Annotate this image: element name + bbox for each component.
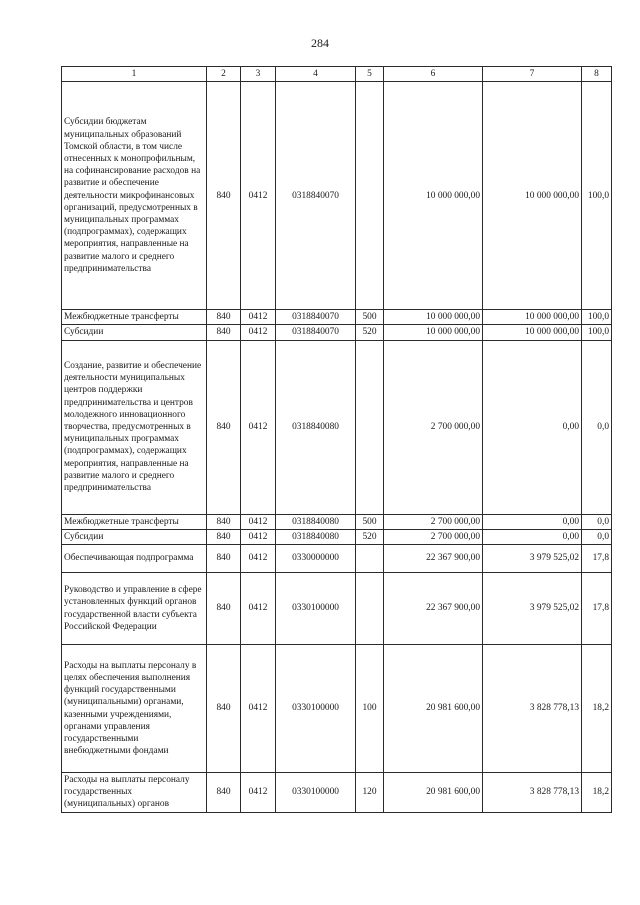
cell-expense-type: 120 <box>356 773 384 813</box>
budget-table <box>61 66 612 813</box>
table-row <box>62 545 612 573</box>
cell-admin-code: 840 <box>207 573 241 645</box>
table-row <box>62 645 612 773</box>
cell-percent: 17,8 <box>582 573 612 645</box>
cell-percent: 18,2 <box>582 773 612 813</box>
page-number: 284 <box>311 36 329 50</box>
cell-target-article: 0330100000 <box>276 645 356 773</box>
cell-executed: 3 979 525,02 <box>483 573 582 645</box>
column-header: 2 <box>207 67 241 82</box>
cell-section-code: 0412 <box>241 773 276 813</box>
row-name: Расходы на выплаты персоналу государственных (муниципальных) органов <box>62 773 207 813</box>
cell-percent: 0,0 <box>582 340 612 514</box>
cell-planned: 20 981 600,00 <box>384 645 483 773</box>
table-row <box>62 310 612 325</box>
row-name: Субсидии <box>62 325 207 340</box>
cell-admin-code: 840 <box>207 325 241 340</box>
cell-admin-code: 840 <box>207 82 241 310</box>
cell-executed: 0,00 <box>483 529 582 544</box>
cell-expense-type: 100 <box>356 645 384 773</box>
cell-executed: 3 828 778,13 <box>483 773 582 813</box>
cell-target-article: 0318840080 <box>276 529 356 544</box>
cell-executed: 10 000 000,00 <box>483 82 582 310</box>
cell-admin-code: 840 <box>207 529 241 544</box>
cell-section-code: 0412 <box>241 325 276 340</box>
cell-expense-type: 520 <box>356 325 384 340</box>
cell-expense-type <box>356 340 384 514</box>
column-header: 1 <box>62 67 207 82</box>
cell-planned: 2 700 000,00 <box>384 529 483 544</box>
cell-target-article: 0318840070 <box>276 310 356 325</box>
cell-expense-type <box>356 82 384 310</box>
cell-planned: 2 700 000,00 <box>384 340 483 514</box>
cell-percent: 0,0 <box>582 514 612 529</box>
cell-target-article: 0318840080 <box>276 514 356 529</box>
cell-target-article: 0330000000 <box>276 545 356 573</box>
cell-expense-type <box>356 545 384 573</box>
cell-section-code: 0412 <box>241 529 276 544</box>
table-row <box>62 573 612 645</box>
cell-target-article: 0318840080 <box>276 340 356 514</box>
cell-admin-code: 840 <box>207 514 241 529</box>
column-header: 6 <box>384 67 483 82</box>
row-name: Межбюджетные трансферты <box>62 310 207 325</box>
cell-section-code: 0412 <box>241 645 276 773</box>
cell-percent: 17,8 <box>582 545 612 573</box>
cell-section-code: 0412 <box>241 310 276 325</box>
cell-planned: 10 000 000,00 <box>384 325 483 340</box>
cell-planned: 22 367 900,00 <box>384 545 483 573</box>
cell-target-article: 0330100000 <box>276 573 356 645</box>
cell-planned: 10 000 000,00 <box>384 82 483 310</box>
column-header: 8 <box>582 67 612 82</box>
cell-executed: 10 000 000,00 <box>483 310 582 325</box>
cell-executed: 0,00 <box>483 514 582 529</box>
cell-planned: 22 367 900,00 <box>384 573 483 645</box>
cell-executed: 3 979 525,02 <box>483 545 582 573</box>
row-name: Расходы на выплаты персоналу в целях обеспечения выполнения функций государственными (муниципальными) органами, казенными учреждениями, органами управления государственными внебюджетными фондами <box>62 645 207 773</box>
cell-section-code: 0412 <box>241 545 276 573</box>
column-header: 3 <box>241 67 276 82</box>
cell-admin-code: 840 <box>207 340 241 514</box>
cell-expense-type: 500 <box>356 514 384 529</box>
table-row <box>62 325 612 340</box>
cell-percent: 100,0 <box>582 325 612 340</box>
table-row <box>62 773 612 813</box>
cell-executed: 3 828 778,13 <box>483 645 582 773</box>
row-name: Обеспечивающая подпрограмма <box>62 545 207 573</box>
cell-admin-code: 840 <box>207 773 241 813</box>
cell-percent: 0,0 <box>582 529 612 544</box>
table-row <box>62 514 612 529</box>
cell-percent: 100,0 <box>582 310 612 325</box>
cell-executed: 0,00 <box>483 340 582 514</box>
cell-expense-type <box>356 573 384 645</box>
cell-admin-code: 840 <box>207 310 241 325</box>
cell-section-code: 0412 <box>241 514 276 529</box>
cell-planned: 20 981 600,00 <box>384 773 483 813</box>
cell-target-article: 0318840070 <box>276 82 356 310</box>
table-row <box>62 529 612 544</box>
cell-expense-type: 520 <box>356 529 384 544</box>
cell-percent: 18,2 <box>582 645 612 773</box>
row-name: Субсидии <box>62 529 207 544</box>
column-header: 4 <box>276 67 356 82</box>
cell-expense-type: 500 <box>356 310 384 325</box>
table-row <box>62 82 612 310</box>
cell-section-code: 0412 <box>241 573 276 645</box>
cell-admin-code: 840 <box>207 645 241 773</box>
cell-planned: 10 000 000,00 <box>384 310 483 325</box>
row-name: Руководство и управление в сфере установленных функций органов государственной власти субъекта Российской Федерации <box>62 573 207 645</box>
cell-percent: 100,0 <box>582 82 612 310</box>
row-name: Создание, развитие и обеспечение деятельности муниципальных центров поддержки предпринимательства и центров молодежного инновационного творчества, предусмотренных в муниципальных программах (подпрограммах), содержащих мероприятия, направленные на развитие малого и среднего предпринимательства <box>62 340 207 514</box>
table-row <box>62 340 612 514</box>
row-name: Межбюджетные трансферты <box>62 514 207 529</box>
column-header: 7 <box>483 67 582 82</box>
cell-section-code: 0412 <box>241 82 276 310</box>
header-row <box>62 67 612 82</box>
cell-section-code: 0412 <box>241 340 276 514</box>
cell-planned: 2 700 000,00 <box>384 514 483 529</box>
cell-executed: 10 000 000,00 <box>483 325 582 340</box>
cell-admin-code: 840 <box>207 545 241 573</box>
cell-target-article: 0318840070 <box>276 325 356 340</box>
row-name: Субсидии бюджетам муниципальных образований Томской области, в том числе отнесенных к монопрофильным, на софинансирование расходов на развитие и обеспечение деятельности микрофинансовых организаций, предусмотренных в муниципальных программах (подпрограммах), содержащих мероприятия, направленные на развитие малого и среднего предпринимательства <box>62 82 207 310</box>
cell-target-article: 0330100000 <box>276 773 356 813</box>
column-header: 5 <box>356 67 384 82</box>
